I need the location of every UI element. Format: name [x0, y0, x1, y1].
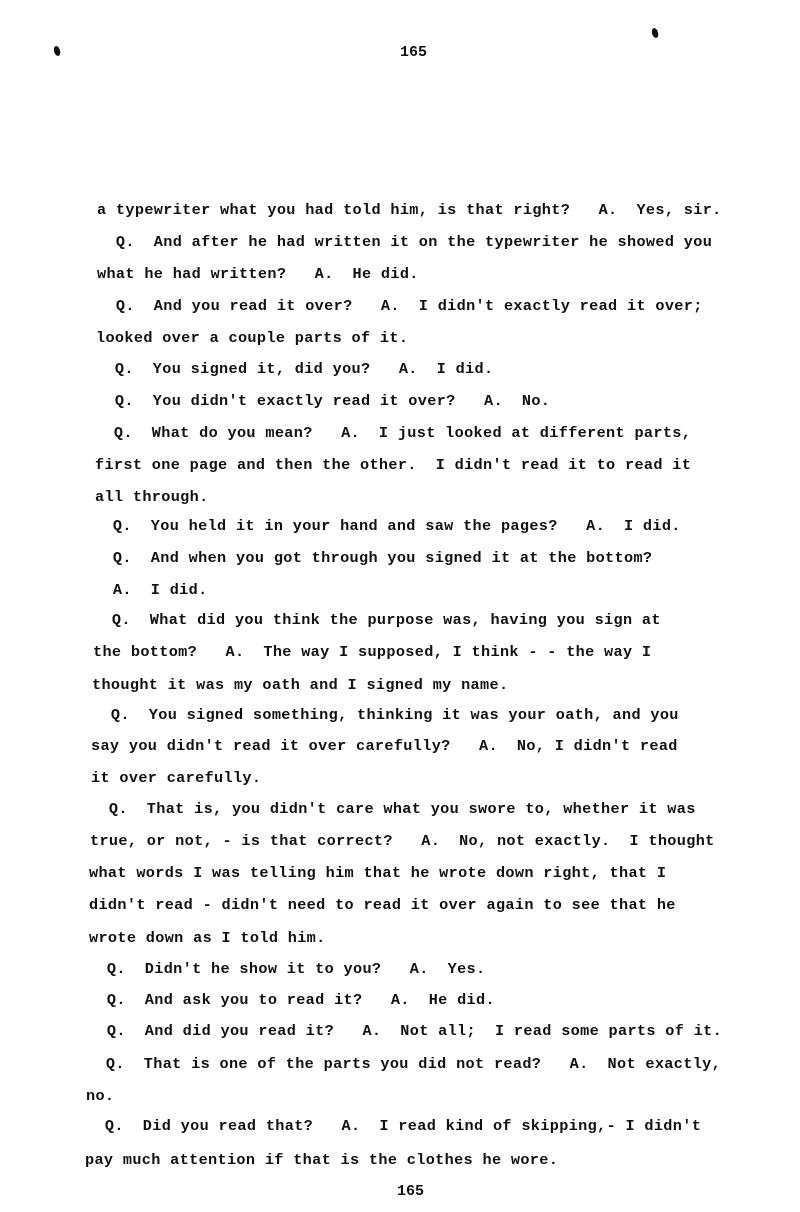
page-number-bottom: 165 [397, 1183, 425, 1200]
transcript-line: Q. You held it in your hand and saw the pages? A. I did. [94, 517, 681, 535]
transcript-line: didn't read - didn't need to read it over again to see that he [89, 896, 676, 914]
transcript-line: what words I was telling him that he wrote down right, that I [89, 864, 667, 882]
transcript-line: true, or not, - is that correct? A. No, not exactly. I thought [90, 832, 715, 850]
transcript-line: Q. And when you got through you signed it at the bottom? [94, 549, 653, 567]
transcript-line: Q. That is, you didn't care what you swore to, whether it was [90, 800, 696, 818]
transcript-line: all through. [95, 488, 209, 506]
transcript-line: Q. And did you read it? A. Not all; I read some parts of it. [88, 1022, 723, 1040]
page-number-top: 165 [400, 44, 428, 61]
transcript-line: Q. You signed something, thinking it was your oath, and you [92, 706, 679, 724]
transcript-line: Q. And after he had written it on the typewriter he showed you [97, 233, 713, 251]
punch-hole-mark-icon [53, 46, 61, 57]
transcript-line: looked over a couple parts of it. [96, 329, 409, 347]
transcript-line: Q. That is one of the parts you did not read? A. Not exactly, [87, 1055, 722, 1073]
transcript-line: first one page and then the other. I didn't read it to read it [95, 456, 692, 474]
transcript-line: say you didn't read it over carefully? A. No, I didn't read [91, 737, 678, 755]
transcript-line: wrote down as I told him. [89, 929, 326, 947]
punch-hole-mark-icon [651, 28, 659, 39]
transcript-line: a typewriter what you had told him, is that right? A. Yes, sir. [97, 201, 722, 219]
transcript-line: it over carefully. [91, 769, 262, 787]
transcript-line: no. [86, 1087, 115, 1105]
transcript-line: Q. What did you think the purpose was, having you sign at [93, 611, 661, 629]
transcript-line: what he had written? A. He did. [97, 265, 419, 283]
transcript-line: Q. You didn't exactly read it over? A. No. [96, 392, 551, 410]
transcript-line: the bottom? A. The way I supposed, I think - - the way I [93, 643, 652, 661]
transcript-line: Q. And ask you to read it? A. He did. [88, 991, 495, 1009]
transcript-line: Q. Didn't he show it to you? A. Yes. [88, 960, 486, 978]
transcript-line: pay much attention if that is the clothes he wore. [85, 1151, 559, 1169]
transcript-line: A. I did. [94, 581, 208, 599]
transcript-line: Q. What do you mean? A. I just looked at different parts, [95, 424, 692, 442]
transcript-line: Q. And you read it over? A. I didn't exactly read it over; [97, 297, 703, 315]
transcript-line: Q. Did you read that? A. I read kind of skipping,- I didn't [86, 1117, 702, 1135]
transcript-line: thought it was my oath and I signed my name. [92, 676, 509, 694]
transcript-line: Q. You signed it, did you? A. I did. [96, 360, 494, 378]
